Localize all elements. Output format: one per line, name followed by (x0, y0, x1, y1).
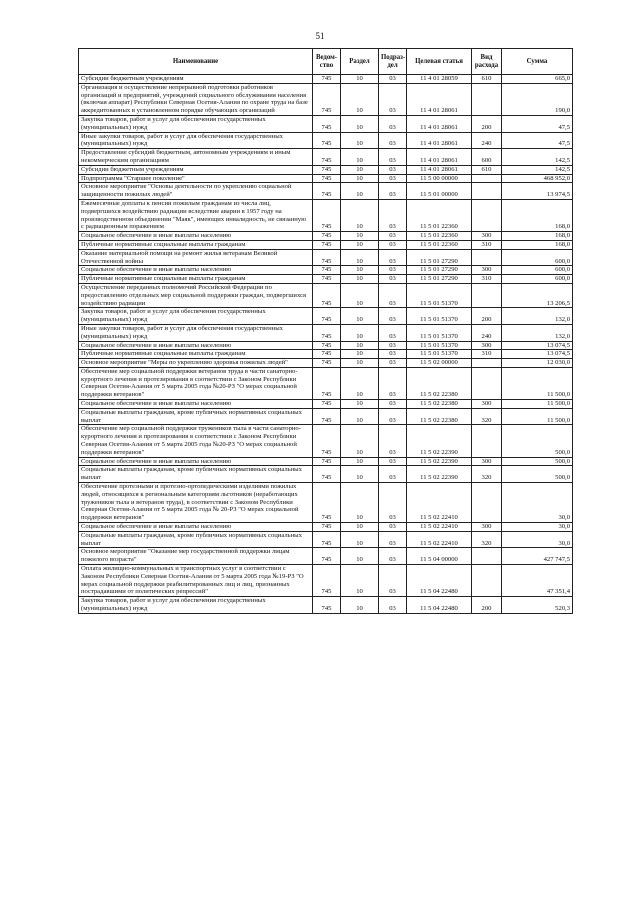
cell-subsection: 03 (379, 597, 407, 614)
cell-sum: 13 074,5 (502, 341, 573, 350)
cell-subsection: 03 (379, 367, 407, 399)
cell-sum: 11 500,0 (502, 408, 573, 425)
table-row (79, 165, 573, 174)
cell-article: 11 5 01 51370 (407, 350, 472, 359)
cell-article: 11 5 01 27290 (407, 249, 472, 266)
cell-subsection: 03 (379, 359, 407, 368)
header-section: Раздел (341, 49, 379, 75)
cell-name: Субсидии бюджетным учреждениям (79, 165, 313, 174)
cell-exp-type: 610 (472, 165, 502, 174)
cell-dept: 745 (313, 199, 341, 231)
cell-subsection: 03 (379, 266, 407, 275)
table-row (79, 249, 573, 266)
cell-section: 10 (341, 548, 379, 565)
cell-name: Ежемесячные доплаты к пенсии пожилым гражданам из числа лиц, подвергшихся воздействию радиации вследствие аварии в 1957 году на производственном объединении "Маяк", имеющих инвалидность, не связанную с радиационным поражением (79, 199, 313, 231)
cell-section: 10 (341, 597, 379, 614)
cell-subsection: 03 (379, 457, 407, 466)
cell-dept: 745 (313, 324, 341, 341)
cell-name: Публичные нормативные социальные выплаты гражданам (79, 350, 313, 359)
table-body (79, 75, 573, 614)
table-row (79, 531, 573, 548)
cell-article: 11 4 01 28061 (407, 83, 472, 115)
cell-sum: 13 206,5 (502, 283, 573, 307)
header-dept: Ведом-ство (313, 49, 341, 75)
cell-exp-type: 240 (472, 132, 502, 149)
cell-article: 11 5 02 22410 (407, 483, 472, 523)
cell-subsection: 03 (379, 249, 407, 266)
cell-name: Субсидии бюджетным учреждениям (79, 75, 313, 84)
cell-subsection: 03 (379, 324, 407, 341)
cell-exp-type (472, 174, 502, 183)
cell-sum: 30,0 (502, 531, 573, 548)
table-row (79, 240, 573, 249)
cell-dept: 745 (313, 523, 341, 532)
header-article: Целевая статья (407, 49, 472, 75)
cell-section: 10 (341, 466, 379, 483)
cell-sum: 30,0 (502, 483, 573, 523)
cell-name: Основное мероприятие "Меры по укреплению здоровья пожилых людей" (79, 359, 313, 368)
cell-subsection: 03 (379, 408, 407, 425)
cell-dept: 745 (313, 408, 341, 425)
cell-sum: 132,0 (502, 324, 573, 341)
cell-sum: 11 500,0 (502, 400, 573, 409)
cell-exp-type (472, 359, 502, 368)
cell-subsection: 03 (379, 75, 407, 84)
cell-exp-type (472, 483, 502, 523)
cell-section: 10 (341, 174, 379, 183)
cell-sum: 190,0 (502, 83, 573, 115)
cell-exp-type: 310 (472, 350, 502, 359)
cell-subsection: 03 (379, 275, 407, 284)
cell-article: 11 5 04 00000 (407, 548, 472, 565)
table-row (79, 266, 573, 275)
cell-section: 10 (341, 425, 379, 457)
cell-section: 10 (341, 400, 379, 409)
cell-article: 11 5 02 22410 (407, 523, 472, 532)
cell-name: Оказание материальной помощи на ремонт жилья ветеранам Великой Отечественной войны (79, 249, 313, 266)
cell-subsection: 03 (379, 283, 407, 307)
cell-sum: 520,3 (502, 597, 573, 614)
cell-section: 10 (341, 266, 379, 275)
cell-exp-type: 200 (472, 115, 502, 132)
header-name: Наименование (79, 49, 313, 75)
page-number: 51 (315, 31, 325, 41)
cell-sum: 142,5 (502, 149, 573, 166)
table-row (79, 466, 573, 483)
cell-article: 11 5 02 22380 (407, 367, 472, 399)
budget-table (78, 48, 573, 614)
cell-section: 10 (341, 183, 379, 200)
cell-sum: 13 974,5 (502, 183, 573, 200)
cell-section: 10 (341, 324, 379, 341)
cell-article: 11 5 01 22360 (407, 199, 472, 231)
cell-exp-type: 610 (472, 75, 502, 84)
cell-dept: 745 (313, 132, 341, 149)
cell-name: Основное мероприятие "Оказание мер государственной поддержки лицам пожилого возраста" (79, 548, 313, 565)
cell-article: 11 5 01 22360 (407, 232, 472, 241)
cell-subsection: 03 (379, 199, 407, 231)
table-row (79, 275, 573, 284)
cell-dept: 745 (313, 232, 341, 241)
header-subsection: Подраз-дел (379, 49, 407, 75)
cell-sum: 30,0 (502, 523, 573, 532)
cell-exp-type (472, 425, 502, 457)
cell-subsection: 03 (379, 523, 407, 532)
cell-subsection: 03 (379, 174, 407, 183)
cell-exp-type: 300 (472, 400, 502, 409)
cell-section: 10 (341, 350, 379, 359)
cell-article: 11 5 02 22410 (407, 531, 472, 548)
cell-exp-type: 300 (472, 341, 502, 350)
cell-section: 10 (341, 483, 379, 523)
cell-subsection: 03 (379, 425, 407, 457)
cell-exp-type (472, 565, 502, 597)
cell-dept: 745 (313, 115, 341, 132)
cell-name: Социальное обеспечение и иные выплаты населению (79, 523, 313, 532)
cell-exp-type (472, 249, 502, 266)
cell-name: Основное мероприятие "Основы деятельности по укреплению социальной защищенности пожилых людей" (79, 183, 313, 200)
cell-article: 11 5 01 51370 (407, 341, 472, 350)
cell-name: Социальные выплаты гражданам, кроме публичных нормативных социальных выплат (79, 408, 313, 425)
cell-sum: 600,0 (502, 266, 573, 275)
cell-name: Осуществление переданных полномочий Российской Федерации по предоставлению отдельных мер социальной поддержки граждан, подвергшихся воздействию радиации (79, 283, 313, 307)
cell-sum: 12 030,0 (502, 359, 573, 368)
cell-subsection: 03 (379, 466, 407, 483)
cell-subsection: 03 (379, 240, 407, 249)
cell-section: 10 (341, 283, 379, 307)
table-row (79, 232, 573, 241)
cell-article: 11 5 02 22390 (407, 425, 472, 457)
cell-name: Закупка товаров, работ и услуг для обеспечения государственных (муниципальных) нужд (79, 597, 313, 614)
cell-dept: 745 (313, 400, 341, 409)
cell-dept: 745 (313, 367, 341, 399)
table-row (79, 523, 573, 532)
cell-dept: 745 (313, 548, 341, 565)
header-row (79, 49, 573, 75)
cell-subsection: 03 (379, 165, 407, 174)
cell-dept: 745 (313, 83, 341, 115)
cell-article: 11 5 01 22360 (407, 240, 472, 249)
cell-dept: 745 (313, 75, 341, 84)
cell-section: 10 (341, 249, 379, 266)
cell-exp-type: 310 (472, 275, 502, 284)
cell-article: 11 5 00 00000 (407, 174, 472, 183)
cell-name: Публичные нормативные социальные выплаты гражданам (79, 275, 313, 284)
cell-subsection: 03 (379, 149, 407, 166)
cell-dept: 745 (313, 350, 341, 359)
cell-name: Обеспечение мер социальной поддержки ветеранов труда в части санаторно-курортного лечения и протезирования в соответствии с Законом Республики Северная Осетия-Алания от 5 марта 2005 года №20-РЗ "О мерах социальной поддержки ветеранов" (79, 367, 313, 399)
cell-article: 11 4 01 28061 (407, 165, 472, 174)
cell-dept: 745 (313, 308, 341, 325)
cell-dept: 745 (313, 341, 341, 350)
cell-dept: 745 (313, 425, 341, 457)
cell-section: 10 (341, 75, 379, 84)
cell-dept: 745 (313, 283, 341, 307)
cell-section: 10 (341, 457, 379, 466)
table-row (79, 183, 573, 200)
cell-sum: 47,5 (502, 132, 573, 149)
cell-section: 10 (341, 531, 379, 548)
cell-section: 10 (341, 115, 379, 132)
cell-section: 10 (341, 240, 379, 249)
table-row (79, 199, 573, 231)
cell-sum: 132,0 (502, 308, 573, 325)
cell-name: Закупка товаров, работ и услуг для обеспечения государственных (муниципальных) нужд (79, 308, 313, 325)
table-row (79, 597, 573, 614)
cell-subsection: 03 (379, 115, 407, 132)
cell-name: Иные закупки товаров, работ и услуг для обеспечения государственных (муниципальных) нужд (79, 324, 313, 341)
cell-article: 11 4 01 28061 (407, 149, 472, 166)
cell-article: 11 5 01 27290 (407, 266, 472, 275)
cell-section: 10 (341, 565, 379, 597)
cell-article: 11 5 04 22480 (407, 565, 472, 597)
cell-dept: 745 (313, 149, 341, 166)
cell-section: 10 (341, 165, 379, 174)
cell-dept: 745 (313, 359, 341, 368)
cell-subsection: 03 (379, 531, 407, 548)
cell-exp-type (472, 83, 502, 115)
cell-sum: 47 351,4 (502, 565, 573, 597)
cell-sum: 168,0 (502, 240, 573, 249)
cell-name: Обеспечение мер социальной поддержки тружеников тыла в части санаторно-курортного лечения и протезирования в соответствии с Законом Республики Северная Осетия-Алания от 5 марта 2005 года №20-РЗ "О мерах социальной поддержки ветеранов" (79, 425, 313, 457)
cell-sum: 600,0 (502, 249, 573, 266)
table-row (79, 75, 573, 84)
cell-subsection: 03 (379, 132, 407, 149)
cell-article: 11 5 04 22480 (407, 597, 472, 614)
cell-sum: 168,0 (502, 199, 573, 231)
cell-name: Публичные нормативные социальные выплаты гражданам (79, 240, 313, 249)
cell-sum: 11 500,0 (502, 367, 573, 399)
cell-exp-type (472, 283, 502, 307)
cell-article: 11 4 01 28061 (407, 132, 472, 149)
table-row (79, 149, 573, 166)
cell-sum: 13 074,5 (502, 350, 573, 359)
cell-subsection: 03 (379, 400, 407, 409)
cell-subsection: 03 (379, 483, 407, 523)
cell-name: Социальное обеспечение и иные выплаты населению (79, 266, 313, 275)
cell-section: 10 (341, 132, 379, 149)
cell-dept: 745 (313, 266, 341, 275)
cell-exp-type: 310 (472, 240, 502, 249)
cell-article: 11 5 01 27290 (407, 275, 472, 284)
cell-name: Оплата жилищно-коммунальных и транспортных услуг в соответствии с Законом Республики Северная Осетия-Алания от 5 марта 2005 года №19-РЗ "О мерах социальной поддержки реабилитированных лиц и лиц, признанных пострадавшими от политических репрессий" (79, 565, 313, 597)
cell-section: 10 (341, 408, 379, 425)
cell-exp-type: 320 (472, 466, 502, 483)
table-row (79, 565, 573, 597)
cell-article: 11 5 02 22390 (407, 466, 472, 483)
cell-subsection: 03 (379, 308, 407, 325)
cell-sum: 468 952,0 (502, 174, 573, 183)
cell-dept: 745 (313, 457, 341, 466)
cell-sum: 500,0 (502, 457, 573, 466)
table-row (79, 341, 573, 350)
cell-exp-type: 200 (472, 308, 502, 325)
cell-dept: 745 (313, 531, 341, 548)
cell-dept: 745 (313, 597, 341, 614)
cell-name: Социальное обеспечение и иные выплаты населению (79, 457, 313, 466)
cell-exp-type: 200 (472, 597, 502, 614)
table-row (79, 359, 573, 368)
cell-subsection: 03 (379, 341, 407, 350)
cell-article: 11 5 01 00000 (407, 183, 472, 200)
cell-section: 10 (341, 523, 379, 532)
cell-section: 10 (341, 359, 379, 368)
cell-subsection: 03 (379, 565, 407, 597)
cell-name: Иные закупки товаров, работ и услуг для обеспечения государственных (муниципальных) нужд (79, 132, 313, 149)
table-row (79, 132, 573, 149)
cell-exp-type: 320 (472, 408, 502, 425)
cell-sum: 500,0 (502, 425, 573, 457)
cell-section: 10 (341, 232, 379, 241)
cell-dept: 745 (313, 275, 341, 284)
cell-section: 10 (341, 308, 379, 325)
cell-sum: 500,0 (502, 466, 573, 483)
cell-subsection: 03 (379, 548, 407, 565)
cell-article: 11 5 01 51370 (407, 308, 472, 325)
table-row (79, 283, 573, 307)
cell-exp-type: 300 (472, 266, 502, 275)
table-row (79, 400, 573, 409)
cell-section: 10 (341, 83, 379, 115)
table-row (79, 324, 573, 341)
table-row (79, 115, 573, 132)
cell-dept: 745 (313, 565, 341, 597)
cell-dept: 745 (313, 249, 341, 266)
cell-section: 10 (341, 199, 379, 231)
cell-exp-type (472, 183, 502, 200)
table-row (79, 408, 573, 425)
cell-exp-type: 300 (472, 232, 502, 241)
cell-section: 10 (341, 275, 379, 284)
cell-name: Закупка товаров, работ и услуг для обеспечения государственных (муниципальных) нужд (79, 115, 313, 132)
table-row (79, 483, 573, 523)
cell-sum: 168,0 (502, 232, 573, 241)
table-row (79, 457, 573, 466)
table-row (79, 548, 573, 565)
cell-dept: 745 (313, 240, 341, 249)
cell-sum: 47,5 (502, 115, 573, 132)
cell-subsection: 03 (379, 83, 407, 115)
table-row (79, 308, 573, 325)
cell-exp-type: 320 (472, 531, 502, 548)
cell-name: Социальные выплаты гражданам, кроме публичных нормативных социальных выплат (79, 466, 313, 483)
cell-article: 11 5 02 22380 (407, 408, 472, 425)
cell-exp-type: 300 (472, 457, 502, 466)
cell-sum: 665,0 (502, 75, 573, 84)
cell-subsection: 03 (379, 232, 407, 241)
cell-name: Предоставление субсидий бюджетным, автономным учреждениям и иным некоммерческим организациям (79, 149, 313, 166)
cell-name: Социальное обеспечение и иные выплаты населению (79, 341, 313, 350)
cell-dept: 745 (313, 483, 341, 523)
cell-exp-type: 600 (472, 149, 502, 166)
cell-name: Социальные выплаты гражданам, кроме публичных нормативных социальных выплат (79, 531, 313, 548)
cell-sum: 427 747,5 (502, 548, 573, 565)
header-exp-type: Вид расхода (472, 49, 502, 75)
cell-dept: 745 (313, 183, 341, 200)
cell-exp-type: 300 (472, 523, 502, 532)
table-row (79, 350, 573, 359)
table-row (79, 367, 573, 399)
cell-section: 10 (341, 341, 379, 350)
cell-name: Обеспечение протезными и протезно-ортопедическими изделиями пожилых людей, относящихся к региональным категориям льготников (неработающих тружеников тыла и ветеранов труда), в соответствии с Законом Республики Северная Осетия-Алания от 5 марта 2005 года № 20-РЗ "О мерах социальной поддержки ветеранов" (79, 483, 313, 523)
cell-section: 10 (341, 149, 379, 166)
table-row (79, 174, 573, 183)
cell-article: 11 4 01 28059 (407, 75, 472, 84)
cell-exp-type: 240 (472, 324, 502, 341)
cell-name: Организация и осуществление непрерывной подготовки работников организаций и предприятий, учреждений социального обслуживания населения (включая аппарат) Республики Северная Осетия-Алания по охране труда на базе аккредитованных в установленном порядке обучающих организаций (79, 83, 313, 115)
table-row (79, 425, 573, 457)
cell-exp-type (472, 367, 502, 399)
header-sum: Сумма (502, 49, 573, 75)
cell-sum: 142,5 (502, 165, 573, 174)
cell-name: Социальное обеспечение и иные выплаты населению (79, 232, 313, 241)
cell-exp-type (472, 548, 502, 565)
cell-dept: 745 (313, 174, 341, 183)
cell-sum: 600,0 (502, 275, 573, 284)
cell-dept: 745 (313, 466, 341, 483)
cell-article: 11 5 02 00000 (407, 359, 472, 368)
cell-article: 11 5 01 51370 (407, 283, 472, 307)
cell-name: Подпрограмма "Старшее поколение" (79, 174, 313, 183)
table-row (79, 83, 573, 115)
cell-article: 11 5 02 22380 (407, 400, 472, 409)
cell-section: 10 (341, 367, 379, 399)
cell-exp-type (472, 199, 502, 231)
cell-article: 11 5 01 51370 (407, 324, 472, 341)
cell-subsection: 03 (379, 350, 407, 359)
cell-article: 11 4 01 28061 (407, 115, 472, 132)
cell-article: 11 5 02 22390 (407, 457, 472, 466)
cell-dept: 745 (313, 165, 341, 174)
cell-subsection: 03 (379, 183, 407, 200)
cell-name: Социальное обеспечение и иные выплаты населению (79, 400, 313, 409)
